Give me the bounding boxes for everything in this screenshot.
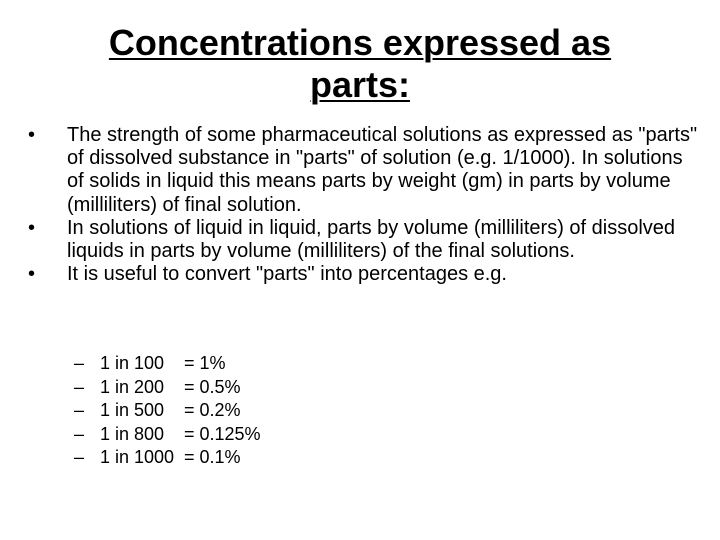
dash-marker: – [74, 376, 85, 397]
bullet-text: The strength of some pharmaceutical solutions as expressed as "parts" of dissolved substance in "parts" of solution (e.g. 1/1000). In solutions of solids in liquid this means parts by weight (gm) in parts by volume (milliliters) of final solution. [67, 124, 698, 216]
conversion-ratio: 1 in 500 [100, 400, 165, 420]
bullet-item [24, 124, 704, 217]
conversion-ratio: 1 in 200 [100, 376, 165, 397]
bullet-text: In solutions of liquid in liquid, parts by volume (milliliters) of dissolved liquids in parts by volume (milliliters) of the final solutions. [67, 216, 676, 263]
conversion-percent: = 0.2% [184, 400, 241, 420]
conversion-ratio: 1 in 100 [100, 353, 165, 373]
slide-title [0, 22, 720, 106]
slide-body [24, 124, 704, 286]
conversion-percent: = 1% [184, 353, 226, 373]
conversion-ratio: 1 in 800 [100, 423, 165, 444]
bullet-marker: • [28, 216, 36, 239]
dash-marker: – [74, 423, 85, 444]
conversion-list [74, 352, 261, 470]
bullet-text: It is useful to convert "parts" into percentages e.g. [67, 263, 507, 286]
conversion-item [74, 376, 261, 400]
bullet-item [24, 263, 704, 286]
conversion-percent: = 0.1% [184, 447, 241, 467]
conversion-ratio: 1 in 1000 [100, 447, 175, 467]
conversion-item [74, 352, 261, 376]
bullet-marker: • [28, 124, 36, 146]
slide-title-line: Concentrations expressed as [108, 22, 612, 63]
conversion-item [74, 399, 261, 423]
conversion-item [74, 423, 261, 447]
dash-marker: – [74, 353, 85, 373]
bullet-list [24, 124, 704, 286]
dash-marker: – [74, 400, 85, 420]
conversion-item [74, 446, 261, 470]
conversion-percent: = 0.5% [184, 376, 241, 397]
dash-marker: – [74, 447, 85, 467]
bullet-item [24, 217, 704, 263]
bullet-marker: • [28, 263, 36, 286]
slide-title-line: parts: [309, 64, 411, 105]
conversion-percent: = 0.125% [184, 423, 261, 444]
